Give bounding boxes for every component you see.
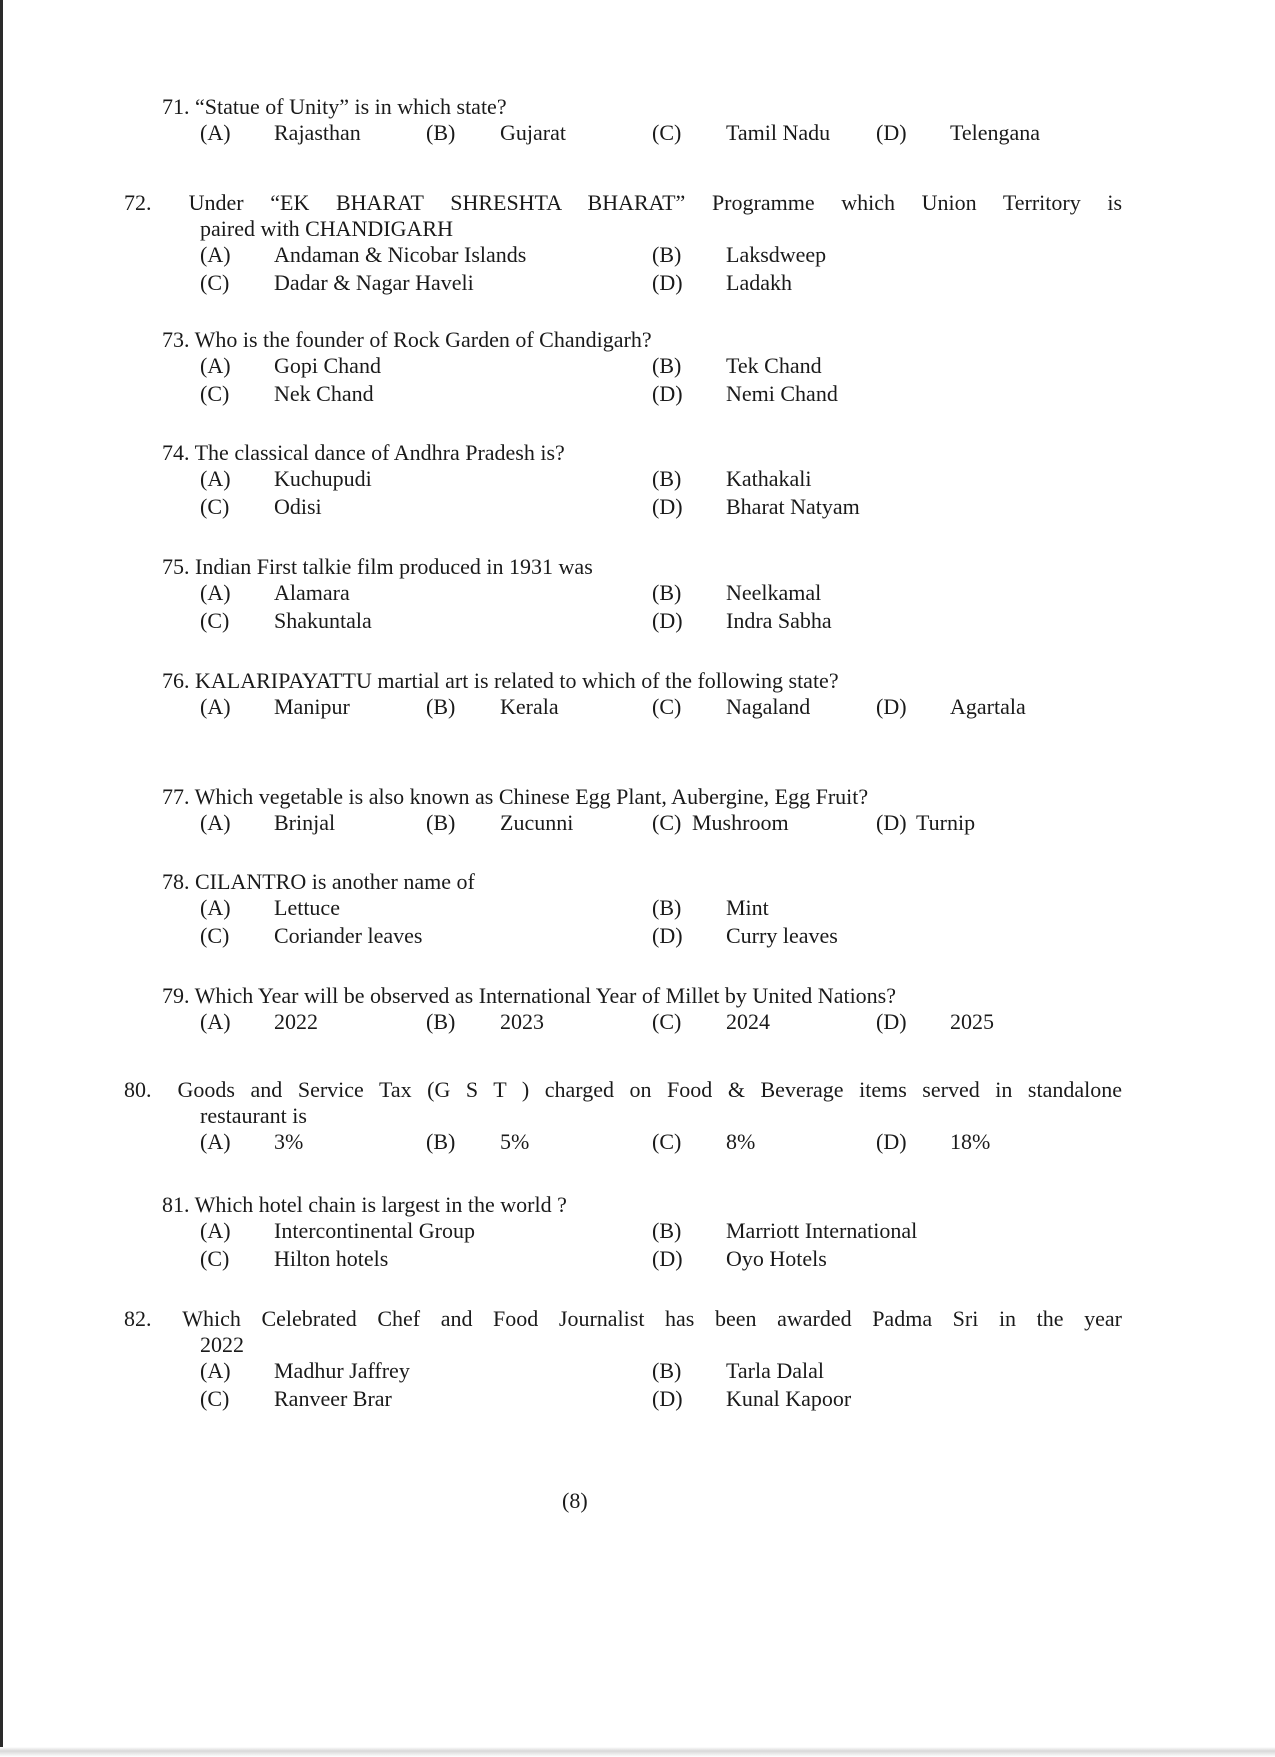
option-text: 2025	[950, 1009, 994, 1034]
option-letter: (B)	[426, 810, 456, 835]
options-row	[162, 1246, 1122, 1274]
options-row	[162, 694, 1122, 722]
option-text: 5%	[500, 1129, 530, 1154]
option-letter: (B)	[652, 1358, 682, 1383]
option-a	[200, 466, 372, 492]
option-letter: (C)	[200, 1386, 230, 1411]
option-d	[652, 494, 860, 520]
option-letter: (D)	[652, 494, 683, 519]
option-c	[200, 1246, 389, 1272]
option-text: Neelkamal	[726, 580, 822, 605]
option-letter: (C)	[200, 494, 230, 519]
option-b	[652, 1358, 825, 1384]
option-a	[200, 353, 381, 379]
option-letter: (D)	[652, 608, 683, 633]
options-row	[162, 1358, 1122, 1386]
options-row	[162, 353, 1122, 381]
option-text: Kuchupudi	[274, 466, 372, 491]
option-text: Alamara	[274, 580, 350, 605]
option-letter: (C)	[200, 923, 230, 948]
question-stem	[162, 784, 1122, 810]
question-74	[162, 440, 1122, 522]
option-text: Turnip	[916, 810, 976, 835]
question-text: “Statue of Unity” is in which state?	[195, 94, 507, 119]
question-stem	[162, 1192, 1122, 1218]
option-a	[200, 1009, 318, 1035]
option-a	[200, 895, 340, 921]
question-77	[162, 784, 1122, 838]
option-d	[876, 810, 976, 836]
question-81	[162, 1192, 1122, 1274]
option-letter: (B)	[652, 580, 682, 605]
option-text: Tamil Nadu	[726, 120, 831, 145]
question-text: Which vegetable is also known as Chinese Egg Plant, Aubergine, Egg Fruit?	[194, 784, 869, 809]
option-letter: (C)	[200, 270, 230, 295]
option-text: 3%	[274, 1129, 304, 1154]
question-76	[162, 668, 1122, 722]
option-text: Indra Sabha	[726, 608, 832, 633]
option-text: Nagaland	[726, 694, 811, 719]
option-d	[652, 923, 838, 949]
option-d	[652, 381, 838, 407]
question-text: Which hotel chain is largest in the world ?	[194, 1192, 567, 1217]
option-letter: (D)	[876, 1129, 907, 1154]
option-text: Shakuntala	[274, 608, 372, 633]
question-71	[162, 94, 1122, 148]
option-b	[652, 466, 812, 492]
question-79	[162, 983, 1122, 1037]
option-letter: (C)	[200, 1246, 230, 1271]
options-row	[162, 580, 1122, 608]
option-b	[652, 242, 827, 268]
option-text: Lettuce	[274, 895, 340, 920]
option-text: Tarla Dalal	[726, 1358, 825, 1383]
option-text: Manipur	[274, 694, 350, 719]
options-row	[162, 1009, 1122, 1037]
option-b	[426, 694, 559, 720]
option-letter: (B)	[652, 466, 682, 491]
option-text: Andaman & Nicobar Islands	[274, 242, 527, 267]
option-b	[426, 810, 574, 836]
option-letter: (C)	[200, 608, 230, 633]
options-row	[162, 270, 1122, 298]
option-letter: (D)	[652, 1246, 683, 1271]
option-d	[876, 1009, 994, 1035]
option-text: Curry leaves	[726, 923, 838, 948]
option-letter: (A)	[200, 1358, 231, 1383]
question-number: 73.	[162, 327, 190, 352]
option-text: Odisi	[274, 494, 322, 519]
option-text: Bharat Natyam	[726, 494, 860, 519]
question-number: 74.	[162, 440, 190, 465]
question-number: 78.	[162, 869, 190, 894]
option-letter: (A)	[200, 580, 231, 605]
question-75	[162, 554, 1122, 636]
option-b	[426, 1009, 544, 1035]
option-text: Ladakh	[726, 270, 792, 295]
option-text: 18%	[950, 1129, 991, 1154]
option-text: Oyo Hotels	[726, 1246, 827, 1271]
question-number: 81.	[162, 1192, 190, 1217]
options-row	[162, 1129, 1122, 1157]
question-text: Indian First talkie film produced in 1931 was	[195, 554, 593, 579]
option-letter: (C)	[652, 810, 682, 835]
option-letter: (D)	[652, 1386, 683, 1411]
option-letter: (B)	[426, 1129, 456, 1154]
option-c	[652, 694, 811, 720]
options-row	[162, 120, 1122, 148]
option-text: Mushroom	[692, 810, 789, 835]
option-letter: (D)	[876, 1009, 907, 1034]
option-text: Gujarat	[500, 120, 566, 145]
option-text: Brinjal	[274, 810, 336, 835]
option-d	[876, 1129, 991, 1155]
option-letter: (B)	[652, 895, 682, 920]
option-text: Mint	[726, 895, 769, 920]
option-c	[200, 494, 322, 520]
option-c	[200, 381, 374, 407]
option-b	[426, 120, 566, 146]
question-stem	[162, 94, 1122, 120]
option-letter: (B)	[652, 1218, 682, 1243]
scan-edge-bottom	[0, 1747, 1275, 1757]
question-number: 76.	[162, 668, 190, 693]
option-letter: (A)	[200, 810, 231, 835]
option-c	[652, 120, 831, 146]
option-letter: (D)	[652, 381, 683, 406]
question-stem	[162, 869, 1122, 895]
question-number: 79.	[162, 983, 190, 1008]
option-b	[652, 580, 822, 606]
question-stem	[162, 327, 1122, 353]
option-a	[200, 1129, 304, 1155]
option-letter: (B)	[426, 1009, 456, 1034]
option-text: Kunal Kapoor	[726, 1386, 852, 1411]
option-text: 2023	[500, 1009, 544, 1034]
question-72	[124, 190, 1122, 298]
question-text: The classical dance of Andhra Pradesh is?	[194, 440, 565, 465]
option-letter: (C)	[652, 694, 682, 719]
question-text: Goods and Service Tax (G S T ) charged on Food & Beverage items served in standalone	[177, 1077, 1122, 1102]
options-row	[162, 466, 1122, 494]
option-letter: (A)	[200, 1218, 231, 1243]
options-row	[162, 608, 1122, 636]
option-letter: (D)	[652, 923, 683, 948]
question-text: Which Year will be observed as International Year of Millet by United Nations?	[194, 983, 897, 1008]
question-stem	[162, 668, 1122, 694]
option-d	[652, 270, 792, 296]
question-stem	[162, 983, 1122, 1009]
option-c	[652, 1009, 770, 1035]
option-b	[652, 895, 769, 921]
question-stem: 80. Goods and Service Tax (G S T ) charged on Food & Beverage items served in standalone	[124, 1077, 1122, 1102]
option-a	[200, 242, 527, 268]
option-letter: (C)	[652, 1129, 682, 1154]
option-letter: (A)	[200, 694, 231, 719]
option-text: Nemi Chand	[726, 381, 838, 406]
option-letter: (C)	[200, 381, 230, 406]
option-a	[200, 1358, 410, 1384]
options-row	[162, 381, 1122, 409]
option-d	[876, 120, 1041, 146]
option-letter: (D)	[876, 120, 907, 145]
question-text: Who is the founder of Rock Garden of Chandigarh?	[194, 327, 652, 352]
option-a	[200, 120, 361, 146]
option-text: Kerala	[500, 694, 559, 719]
option-b	[652, 1218, 918, 1244]
option-d	[652, 608, 832, 634]
option-text: Coriander leaves	[274, 923, 423, 948]
question-73	[162, 327, 1122, 409]
question-78	[162, 869, 1122, 951]
option-letter: (D)	[876, 810, 907, 835]
option-d	[652, 1246, 827, 1272]
question-80	[124, 1077, 1122, 1157]
option-text: Zucunni	[500, 810, 574, 835]
question-text: Which Celebrated Chef and Food Journalist has been awarded Padma Sri in the year	[182, 1306, 1122, 1331]
option-c	[652, 1129, 756, 1155]
question-text-continued: restaurant is	[200, 1103, 307, 1128]
option-c	[652, 810, 789, 836]
option-c	[200, 608, 372, 634]
page-number: (8)	[562, 1488, 588, 1513]
option-a	[200, 694, 350, 720]
option-a	[200, 580, 350, 606]
options-row	[162, 923, 1122, 951]
options-row	[162, 242, 1122, 270]
option-text: Madhur Jaffrey	[274, 1358, 410, 1383]
question-number: 75.	[162, 554, 190, 579]
question-text: CILANTRO is another name of	[195, 869, 475, 894]
option-text: Intercontinental Group	[274, 1218, 475, 1243]
option-text: Ranveer Brar	[274, 1386, 392, 1411]
option-letter: (C)	[652, 1009, 682, 1034]
question-stem	[162, 554, 1122, 580]
question-text: KALARIPAYATTU martial art is related to which of the following state?	[195, 668, 839, 693]
option-b	[652, 353, 822, 379]
options-row	[162, 494, 1122, 522]
question-text-continued: 2022	[200, 1332, 244, 1357]
option-text: Dadar & Nagar Haveli	[274, 270, 474, 295]
option-letter: (D)	[876, 694, 907, 719]
option-text: Nek Chand	[274, 381, 374, 406]
options-row	[162, 1386, 1122, 1414]
option-a	[200, 810, 336, 836]
option-text: 8%	[726, 1129, 756, 1154]
option-letter: (B)	[652, 242, 682, 267]
option-text: Laksdweep	[726, 242, 827, 267]
options-row	[162, 1218, 1122, 1246]
question-text: Under “EK BHARAT SHRESHTA BHARAT” Programme which Union Territory is	[188, 190, 1122, 215]
option-letter: (B)	[652, 353, 682, 378]
question-stem: 72. Under “EK BHARAT SHRESHTA BHARAT” Programme which Union Territory is	[124, 190, 1122, 215]
option-letter: (A)	[200, 895, 231, 920]
option-c	[200, 270, 474, 296]
options-row	[162, 810, 1122, 838]
option-d	[876, 694, 1026, 720]
option-letter: (D)	[652, 270, 683, 295]
option-c	[200, 923, 423, 949]
option-c	[200, 1386, 392, 1412]
option-letter: (A)	[200, 1009, 231, 1034]
option-text: 2022	[274, 1009, 318, 1034]
question-number: 71.	[162, 94, 190, 119]
option-letter: (A)	[200, 120, 231, 145]
option-letter: (A)	[200, 1129, 231, 1154]
option-text: Telengana	[950, 120, 1041, 145]
question-number: 77.	[162, 784, 190, 809]
option-a	[200, 1218, 475, 1244]
option-letter: (A)	[200, 353, 231, 378]
option-text: Rajasthan	[274, 120, 361, 145]
option-letter: (A)	[200, 242, 231, 267]
option-text: Agartala	[950, 694, 1026, 719]
option-text: Gopi Chand	[274, 353, 381, 378]
question-stem	[162, 440, 1122, 466]
option-text: 2024	[726, 1009, 770, 1034]
option-text: Hilton hotels	[274, 1246, 389, 1271]
question-82	[124, 1306, 1122, 1414]
question-text-continued: paired with CHANDIGARH	[200, 216, 453, 241]
option-letter: (C)	[652, 120, 682, 145]
question-stem: 82. Which Celebrated Chef and Food Journalist has been awarded Padma Sri in the year	[124, 1306, 1122, 1331]
option-text: Kathakali	[726, 466, 812, 491]
option-text: Marriott International	[726, 1218, 918, 1243]
options-row	[162, 895, 1122, 923]
option-letter: (B)	[426, 694, 456, 719]
option-b	[426, 1129, 530, 1155]
option-text: Tek Chand	[726, 353, 822, 378]
option-d	[652, 1386, 852, 1412]
option-letter: (A)	[200, 466, 231, 491]
option-letter: (B)	[426, 120, 456, 145]
scan-edge-left	[0, 0, 3, 1757]
